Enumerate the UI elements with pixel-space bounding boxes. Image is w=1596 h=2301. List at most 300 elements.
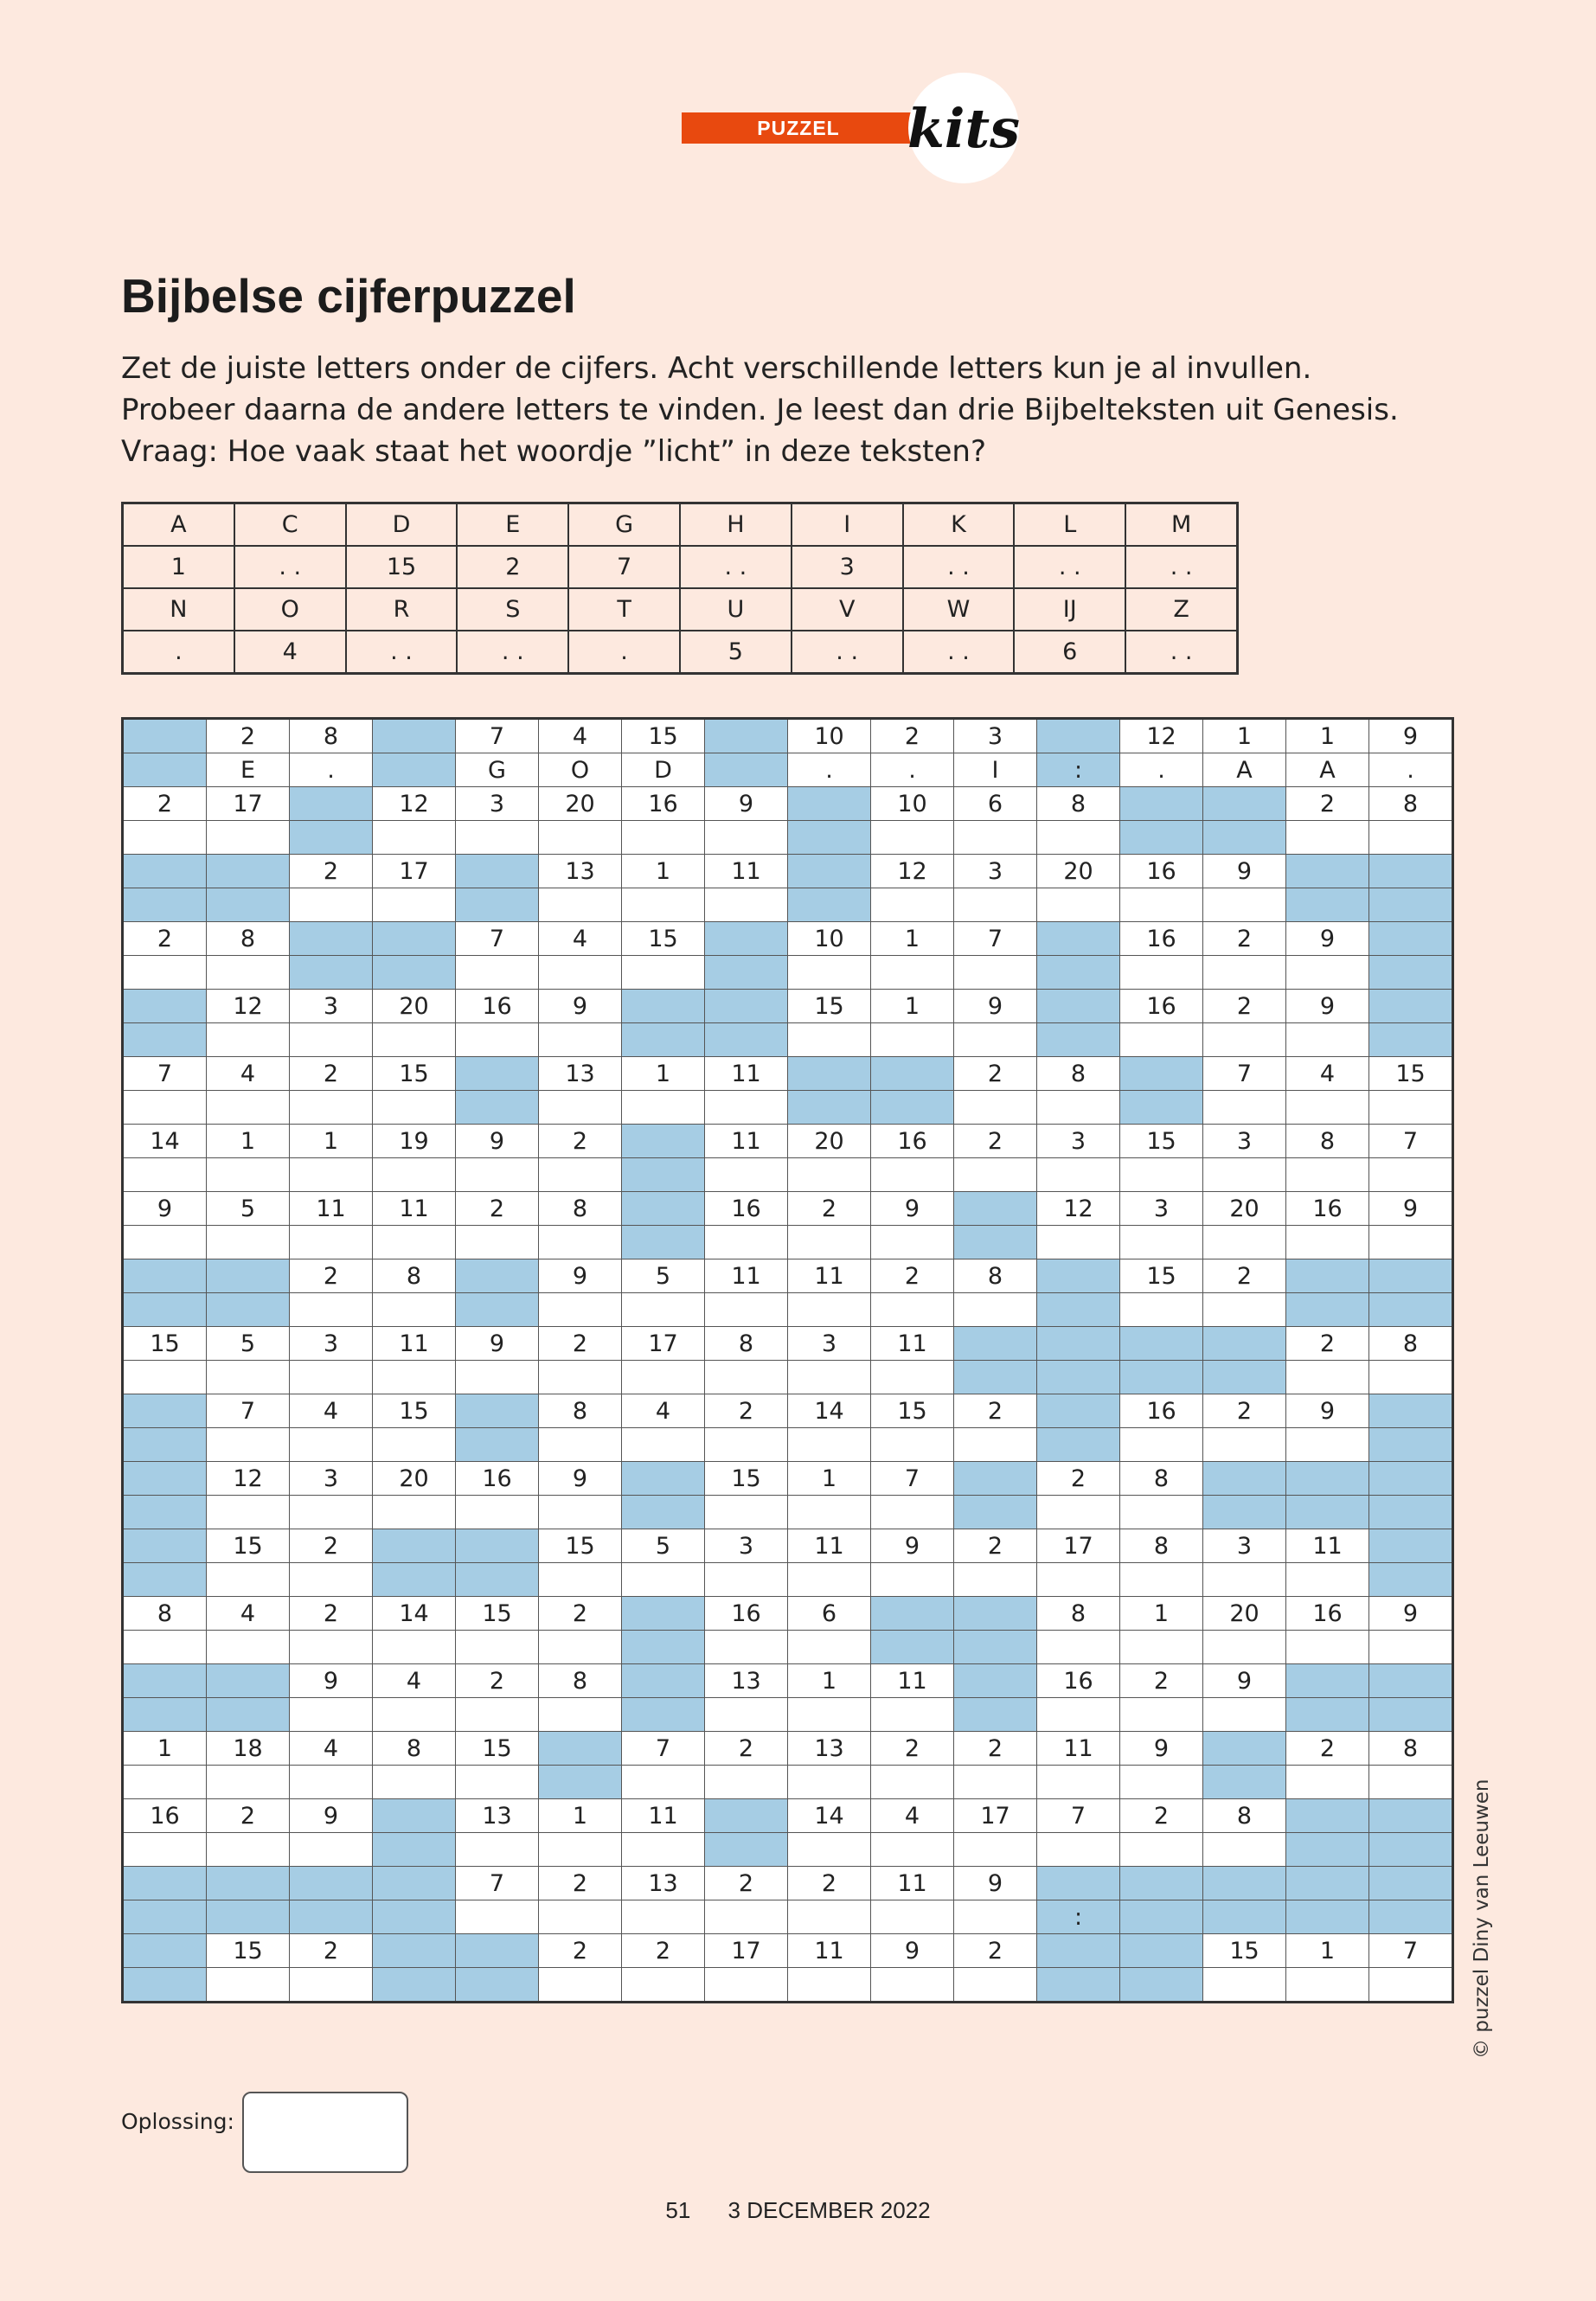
key-letter: O: [234, 588, 346, 631]
answer-cell[interactable]: [123, 1091, 207, 1125]
answer-cell[interactable]: [1286, 1226, 1369, 1259]
answer-cell[interactable]: [373, 821, 456, 855]
answer-cell[interactable]: A: [1286, 753, 1369, 787]
number-cell: 8: [373, 1732, 456, 1766]
answer-cell[interactable]: [954, 1563, 1037, 1597]
answer-cell[interactable]: [788, 1428, 871, 1462]
answer-cell[interactable]: [1203, 1023, 1286, 1057]
answer-cell[interactable]: [871, 1563, 954, 1597]
number-cell: 3: [456, 787, 539, 821]
answer-cell[interactable]: [1369, 821, 1453, 855]
answer-cell[interactable]: [290, 1563, 373, 1597]
answer-cell[interactable]: [622, 1428, 705, 1462]
answer-cell[interactable]: [788, 1293, 871, 1327]
blocked-cell: [373, 1833, 456, 1867]
answer-cell[interactable]: .: [788, 753, 871, 787]
key-letter: A: [123, 503, 234, 547]
blocked-cell: [373, 956, 456, 990]
answer-cell[interactable]: [1120, 1226, 1203, 1259]
answer-cell[interactable]: [373, 1293, 456, 1327]
answer-cell[interactable]: [207, 821, 290, 855]
answer-cell[interactable]: [705, 1563, 788, 1597]
answer-cell[interactable]: [705, 1496, 788, 1529]
blocked-cell: [705, 1799, 788, 1833]
number-cell: 2: [705, 1732, 788, 1766]
number-cell: 2: [954, 1394, 1037, 1428]
answer-cell[interactable]: [1286, 1968, 1369, 2003]
answer-cell[interactable]: [290, 1158, 373, 1192]
answer-cell[interactable]: [788, 1023, 871, 1057]
answer-cell[interactable]: [705, 1968, 788, 2003]
answer-cell[interactable]: [954, 1293, 1037, 1327]
answer-cell[interactable]: [705, 1361, 788, 1394]
answer-cell[interactable]: [1120, 1766, 1203, 1799]
answer-cell[interactable]: [1369, 1968, 1453, 2003]
answer-cell[interactable]: I: [954, 753, 1037, 787]
answer-cell[interactable]: [871, 1428, 954, 1462]
number-cell: 10: [871, 787, 954, 821]
number-cell: 3: [705, 1529, 788, 1563]
section-label: PUZZEL: [682, 112, 915, 144]
answer-cell[interactable]: [456, 1361, 539, 1394]
answer-cell[interactable]: [622, 956, 705, 990]
answer-cell[interactable]: [207, 1226, 290, 1259]
number-cell: 1: [290, 1125, 373, 1158]
answer-cell[interactable]: [456, 1698, 539, 1732]
answer-cell[interactable]: [871, 1968, 954, 2003]
number-cell: 16: [622, 787, 705, 821]
answer-cell[interactable]: [1037, 1158, 1120, 1192]
answer-cell[interactable]: [1286, 1091, 1369, 1125]
blocked-cell: [1037, 990, 1120, 1023]
answer-cell[interactable]: [788, 1563, 871, 1597]
answer-cell[interactable]: [290, 888, 373, 922]
answer-cell[interactable]: [539, 1563, 622, 1597]
answer-cell[interactable]: [871, 1226, 954, 1259]
solution-input[interactable]: [242, 2092, 408, 2173]
answer-cell[interactable]: [1120, 1293, 1203, 1327]
key-letter: G: [568, 503, 680, 547]
number-cell: 9: [539, 1259, 622, 1293]
answer-cell[interactable]: [788, 1766, 871, 1799]
answer-cell[interactable]: [539, 888, 622, 922]
answer-cell[interactable]: [1286, 1766, 1369, 1799]
answer-cell[interactable]: [539, 956, 622, 990]
answer-cell[interactable]: [290, 1293, 373, 1327]
answer-cell[interactable]: [871, 1496, 954, 1529]
answer-cell[interactable]: [1120, 1496, 1203, 1529]
answer-cell[interactable]: [1203, 1563, 1286, 1597]
answer-cell[interactable]: [373, 1698, 456, 1732]
answer-cell[interactable]: [1203, 1698, 1286, 1732]
answer-cell[interactable]: [871, 1900, 954, 1934]
answer-cell[interactable]: [373, 1091, 456, 1125]
answer-cell[interactable]: [290, 1698, 373, 1732]
number-cell: 7: [207, 1394, 290, 1428]
answer-cell[interactable]: [1369, 1091, 1453, 1125]
answer-cell[interactable]: [954, 888, 1037, 922]
answer-cell[interactable]: [871, 1158, 954, 1192]
answer-cell[interactable]: [788, 956, 871, 990]
answer-cell[interactable]: [456, 1496, 539, 1529]
number-cell: 8: [1037, 1597, 1120, 1631]
answer-cell[interactable]: [290, 1428, 373, 1462]
answer-cell[interactable]: [456, 821, 539, 855]
answer-cell[interactable]: [1286, 1631, 1369, 1664]
number-cell: 3: [1037, 1125, 1120, 1158]
answer-cell[interactable]: [1120, 956, 1203, 990]
number-cell: 9: [1203, 855, 1286, 888]
number-cell: 16: [1120, 990, 1203, 1023]
answer-cell[interactable]: [1203, 1631, 1286, 1664]
answer-cell[interactable]: [954, 1766, 1037, 1799]
answer-cell[interactable]: [539, 1293, 622, 1327]
answer-cell[interactable]: D: [622, 753, 705, 787]
answer-cell[interactable]: [1369, 1226, 1453, 1259]
blocked-cell: [622, 1192, 705, 1226]
answer-cell[interactable]: [1203, 888, 1286, 922]
answer-cell[interactable]: [705, 1766, 788, 1799]
key-code: . .: [680, 546, 792, 588]
answer-cell[interactable]: [705, 1293, 788, 1327]
answer-cell[interactable]: [207, 1361, 290, 1394]
answer-cell[interactable]: [1037, 1226, 1120, 1259]
answer-cell[interactable]: [788, 1631, 871, 1664]
answer-cell[interactable]: [871, 1023, 954, 1057]
grid-answer-row: [123, 1023, 1453, 1057]
answer-cell[interactable]: [539, 1361, 622, 1394]
number-cell: 9: [871, 1529, 954, 1563]
answer-cell[interactable]: [1120, 1631, 1203, 1664]
answer-cell[interactable]: [954, 1158, 1037, 1192]
answer-cell[interactable]: [954, 1428, 1037, 1462]
answer-cell[interactable]: [788, 1968, 871, 2003]
number-cell: 8: [1203, 1799, 1286, 1833]
answer-cell[interactable]: [622, 1833, 705, 1867]
answer-cell[interactable]: [373, 1361, 456, 1394]
grid-answer-row: [123, 1158, 1453, 1192]
answer-cell[interactable]: [207, 1496, 290, 1529]
blocked-cell: [123, 1934, 207, 1968]
answer-cell[interactable]: [1203, 1158, 1286, 1192]
number-cell: 2: [1286, 787, 1369, 821]
answer-cell[interactable]: [123, 956, 207, 990]
answer-cell[interactable]: A: [1203, 753, 1286, 787]
answer-cell[interactable]: [705, 1091, 788, 1125]
number-cell: 1: [1203, 719, 1286, 753]
number-cell: 5: [622, 1259, 705, 1293]
answer-cell[interactable]: [871, 821, 954, 855]
answer-cell[interactable]: [539, 1428, 622, 1462]
answer-cell[interactable]: [1037, 1698, 1120, 1732]
answer-cell[interactable]: [207, 1023, 290, 1057]
number-cell: 9: [705, 787, 788, 821]
blocked-cell: [1203, 1867, 1286, 1900]
number-cell: 7: [1369, 1125, 1453, 1158]
answer-cell[interactable]: [622, 1563, 705, 1597]
grid-answer-row: [123, 1293, 1453, 1327]
number-cell: 16: [1286, 1597, 1369, 1631]
answer-cell[interactable]: [954, 956, 1037, 990]
answer-cell[interactable]: [1203, 1428, 1286, 1462]
answer-cell[interactable]: [373, 1158, 456, 1192]
answer-cell[interactable]: [788, 1496, 871, 1529]
answer-cell[interactable]: [1286, 1158, 1369, 1192]
answer-cell[interactable]: [954, 1900, 1037, 1934]
answer-cell[interactable]: .: [1120, 753, 1203, 787]
answer-cell[interactable]: [1203, 1968, 1286, 2003]
number-cell: 4: [290, 1732, 373, 1766]
blocked-cell: [456, 888, 539, 922]
answer-cell[interactable]: [456, 1631, 539, 1664]
answer-cell[interactable]: [207, 1833, 290, 1867]
blocked-cell: [207, 1664, 290, 1698]
answer-cell[interactable]: [622, 821, 705, 855]
answer-cell[interactable]: [871, 1293, 954, 1327]
answer-cell[interactable]: [373, 1766, 456, 1799]
answer-cell[interactable]: [954, 1023, 1037, 1057]
answer-cell[interactable]: [1120, 1428, 1203, 1462]
number-cell: 11: [373, 1327, 456, 1361]
answer-cell[interactable]: [705, 888, 788, 922]
answer-cell[interactable]: [373, 1226, 456, 1259]
answer-cell[interactable]: [1120, 1158, 1203, 1192]
answer-cell[interactable]: [123, 1631, 207, 1664]
answer-cell[interactable]: [290, 1226, 373, 1259]
answer-cell[interactable]: [539, 1158, 622, 1192]
number-cell: 15: [705, 1462, 788, 1496]
answer-cell[interactable]: [539, 1023, 622, 1057]
answer-cell[interactable]: .: [871, 753, 954, 787]
answer-cell[interactable]: .: [1369, 753, 1453, 787]
answer-cell[interactable]: [456, 1900, 539, 1934]
number-cell: 15: [1120, 1259, 1203, 1293]
number-cell: 2: [1203, 922, 1286, 956]
answer-cell[interactable]: [207, 1158, 290, 1192]
blocked-cell: [705, 1023, 788, 1057]
grid-number-row: [123, 1799, 1453, 1833]
answer-cell[interactable]: [207, 1766, 290, 1799]
answer-cell[interactable]: [1203, 1833, 1286, 1867]
answer-cell[interactable]: [290, 1361, 373, 1394]
answer-cell[interactable]: [705, 1900, 788, 1934]
answer-cell[interactable]: [290, 1766, 373, 1799]
answer-cell[interactable]: [871, 1833, 954, 1867]
number-cell: 9: [539, 1462, 622, 1496]
answer-cell[interactable]: [788, 1698, 871, 1732]
answer-cell[interactable]: [123, 1226, 207, 1259]
number-cell: 10: [788, 719, 871, 753]
answer-cell[interactable]: [1369, 1766, 1453, 1799]
answer-cell[interactable]: [954, 1091, 1037, 1125]
answer-cell[interactable]: [705, 821, 788, 855]
number-cell: 9: [871, 1934, 954, 1968]
answer-cell[interactable]: [123, 1158, 207, 1192]
answer-cell[interactable]: [123, 821, 207, 855]
answer-cell[interactable]: [123, 1833, 207, 1867]
answer-cell[interactable]: [373, 1023, 456, 1057]
key-code: 6: [1014, 631, 1125, 674]
blocked-cell: [539, 1766, 622, 1799]
answer-cell[interactable]: [539, 1226, 622, 1259]
answer-cell[interactable]: [1037, 1563, 1120, 1597]
answer-cell[interactable]: [1120, 1563, 1203, 1597]
answer-cell[interactable]: [539, 1833, 622, 1867]
blocked-cell: [788, 1057, 871, 1091]
answer-cell[interactable]: [373, 888, 456, 922]
answer-cell[interactable]: [1037, 1496, 1120, 1529]
answer-cell[interactable]: [705, 1631, 788, 1664]
answer-cell[interactable]: [207, 956, 290, 990]
answer-cell[interactable]: [622, 888, 705, 922]
answer-cell[interactable]: [954, 1968, 1037, 2003]
answer-cell[interactable]: [954, 821, 1037, 855]
blocked-cell: [622, 1631, 705, 1664]
answer-cell[interactable]: [622, 1091, 705, 1125]
answer-cell[interactable]: [1286, 956, 1369, 990]
answer-cell[interactable]: [123, 1766, 207, 1799]
answer-cell[interactable]: [622, 1766, 705, 1799]
blocked-cell: [705, 1833, 788, 1867]
answer-cell[interactable]: [705, 1428, 788, 1462]
blocked-cell: [456, 855, 539, 888]
blocked-cell: [123, 753, 207, 787]
answer-cell[interactable]: [207, 1631, 290, 1664]
answer-cell[interactable]: [622, 1361, 705, 1394]
answer-cell[interactable]: [290, 1023, 373, 1057]
answer-cell[interactable]: [871, 1361, 954, 1394]
answer-cell[interactable]: [290, 1968, 373, 2003]
answer-cell[interactable]: [1037, 1091, 1120, 1125]
answer-cell[interactable]: [788, 1226, 871, 1259]
answer-cell[interactable]: [290, 1833, 373, 1867]
number-cell: 13: [705, 1664, 788, 1698]
answer-cell[interactable]: E: [207, 753, 290, 787]
answer-cell[interactable]: [373, 1631, 456, 1664]
answer-cell[interactable]: [1286, 1428, 1369, 1462]
answer-cell[interactable]: [788, 1833, 871, 1867]
answer-cell[interactable]: [705, 1158, 788, 1192]
answer-cell[interactable]: [871, 1766, 954, 1799]
answer-cell[interactable]: [456, 1833, 539, 1867]
answer-cell[interactable]: .: [290, 753, 373, 787]
number-cell: 20: [539, 787, 622, 821]
answer-cell[interactable]: [788, 1361, 871, 1394]
blocked-cell: [123, 1900, 207, 1934]
answer-cell[interactable]: [788, 1900, 871, 1934]
answer-cell[interactable]: [1120, 1698, 1203, 1732]
blocked-cell: [123, 1428, 207, 1462]
number-cell: 8: [123, 1597, 207, 1631]
answer-cell[interactable]: [373, 1496, 456, 1529]
answer-cell[interactable]: [373, 1428, 456, 1462]
answer-cell[interactable]: [705, 1226, 788, 1259]
grid-number-row: [123, 1327, 1453, 1361]
key-code: . .: [1125, 631, 1237, 674]
blocked-cell: [1286, 1833, 1369, 1867]
answer-cell[interactable]: [456, 1766, 539, 1799]
grid-number-row: [123, 1057, 1453, 1091]
answer-cell[interactable]: [539, 1698, 622, 1732]
answer-cell[interactable]: [207, 1563, 290, 1597]
answer-cell[interactable]: [1203, 1226, 1286, 1259]
answer-cell[interactable]: [622, 1293, 705, 1327]
answer-cell[interactable]: [539, 1900, 622, 1934]
answer-cell[interactable]: [456, 1226, 539, 1259]
answer-cell[interactable]: [1037, 1833, 1120, 1867]
answer-cell[interactable]: [705, 1698, 788, 1732]
answer-cell[interactable]: [622, 1900, 705, 1934]
answer-cell[interactable]: [1369, 1361, 1453, 1394]
answer-cell[interactable]: [1120, 888, 1203, 922]
answer-cell[interactable]: [1286, 821, 1369, 855]
answer-cell[interactable]: [1203, 1091, 1286, 1125]
answer-cell[interactable]: [539, 821, 622, 855]
answer-cell[interactable]: [1286, 1563, 1369, 1597]
answer-cell[interactable]: [1120, 1833, 1203, 1867]
number-cell: 3: [1203, 1125, 1286, 1158]
answer-cell[interactable]: [539, 1496, 622, 1529]
answer-cell[interactable]: [1037, 1766, 1120, 1799]
answer-cell[interactable]: [1369, 1631, 1453, 1664]
answer-cell[interactable]: [788, 1158, 871, 1192]
key-code: . .: [346, 631, 458, 674]
answer-cell[interactable]: [456, 956, 539, 990]
answer-cell[interactable]: [539, 1091, 622, 1125]
answer-cell[interactable]: G: [456, 753, 539, 787]
answer-cell[interactable]: [539, 1631, 622, 1664]
answer-cell[interactable]: [539, 1968, 622, 2003]
answer-cell[interactable]: [1203, 1293, 1286, 1327]
key-letter: T: [568, 588, 680, 631]
answer-cell[interactable]: [871, 1698, 954, 1732]
answer-cell[interactable]: [290, 1091, 373, 1125]
answer-cell[interactable]: [1286, 1361, 1369, 1394]
number-cell: 1: [1286, 719, 1369, 753]
answer-cell[interactable]: [1203, 956, 1286, 990]
answer-cell[interactable]: [1120, 1023, 1203, 1057]
answer-cell[interactable]: [871, 956, 954, 990]
answer-cell[interactable]: [207, 1091, 290, 1125]
answer-cell[interactable]: [1286, 1023, 1369, 1057]
number-cell: 2: [871, 719, 954, 753]
key-code: 4: [234, 631, 346, 674]
intro-text: Zet de juiste letters onder de cijfers. Acht verschillende letters kun je al invullen. Probeer daarna de andere letters te vinden. Je leest dan drie Bijbelteksten uit Genesis. Vraag: Hoe vaak staat het woordje ”licht” in deze teksten?: [121, 351, 1399, 469]
answer-cell[interactable]: [1037, 1631, 1120, 1664]
blocked-cell: [1120, 1327, 1203, 1361]
puzzle-grid: [121, 717, 1454, 2003]
answer-cell[interactable]: [1369, 1158, 1453, 1192]
answer-cell[interactable]: [871, 888, 954, 922]
answer-cell[interactable]: O: [539, 753, 622, 787]
answer-cell[interactable]: [954, 1833, 1037, 1867]
answer-cell[interactable]: [456, 1023, 539, 1057]
number-cell: 2: [705, 1867, 788, 1900]
answer-cell[interactable]: [290, 1631, 373, 1664]
answer-cell[interactable]: [123, 1361, 207, 1394]
answer-cell[interactable]: [207, 1428, 290, 1462]
number-cell: 9: [954, 1867, 1037, 1900]
answer-cell[interactable]: [290, 1496, 373, 1529]
answer-cell[interactable]: [1037, 888, 1120, 922]
answer-cell[interactable]: [456, 1158, 539, 1192]
number-cell: 15: [207, 1934, 290, 1968]
blocked-cell: [1203, 1361, 1286, 1394]
answer-cell[interactable]: [622, 1968, 705, 2003]
number-cell: 7: [456, 719, 539, 753]
answer-cell[interactable]: [1037, 821, 1120, 855]
answer-cell[interactable]: [207, 1968, 290, 2003]
